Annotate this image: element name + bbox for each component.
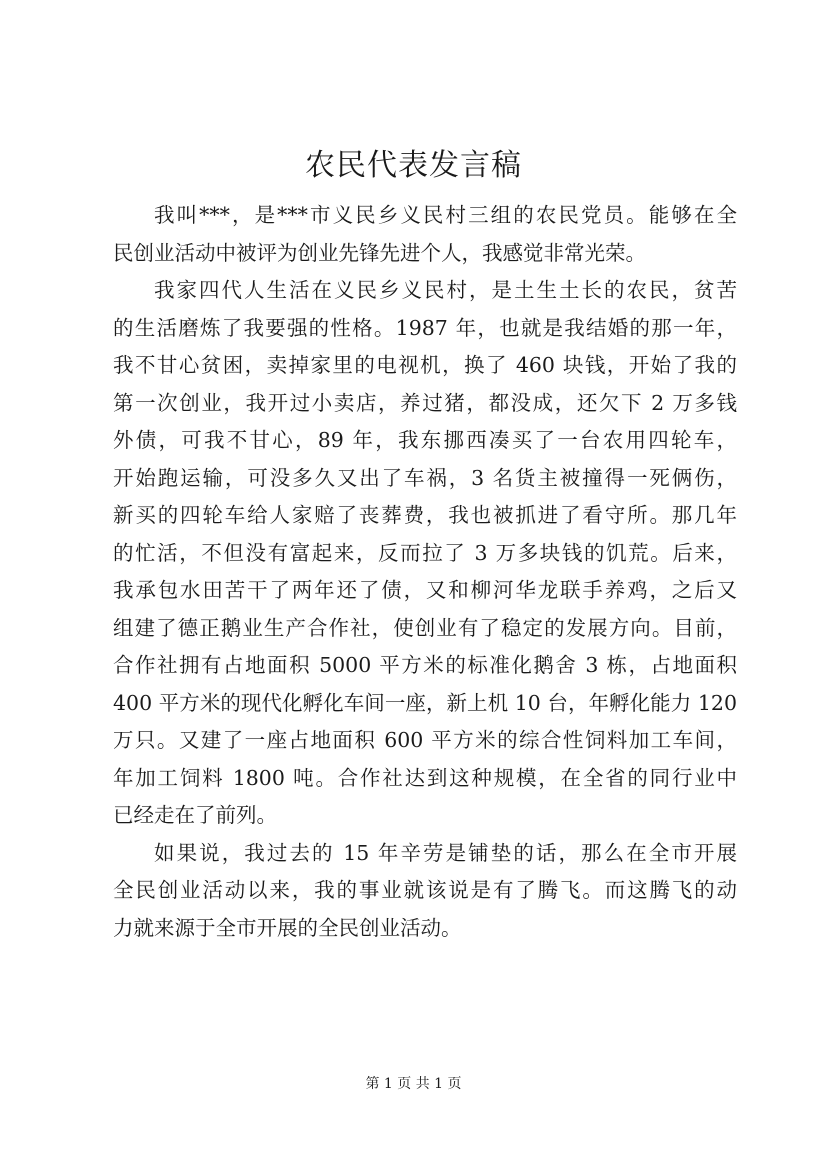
paragraph-2-line-6: 开始跑运输，可没多久又出了车祸，3 名货主被撞得一死俩伤， — [113, 465, 737, 490]
paragraph-3-line-3: 力就来源于全市开展的全民创业活动。 — [113, 915, 462, 940]
paragraph-3-line-2: 全民创业活动以来，我的事业就该说是有了腾飞。而这腾飞的动 — [113, 878, 737, 902]
paragraph-2-line-1: 我家四代人生活在义民乡义民村，是土生土长的农民，贫苦 — [154, 278, 737, 302]
document-body — [113, 197, 737, 947]
paragraph-2-line-5: 外债，可我不甘心，89 年，我东挪西凑买了一台农用四轮车， — [113, 428, 737, 452]
paragraph-2-line-14: 年加工饲料 1800 吨。合作社达到这种规模，在全省的同行业中 — [113, 765, 737, 790]
paragraph-2-line-8: 的忙活，不但没有富起来，反而拉了 3 万多块钱的饥荒。后来， — [113, 540, 737, 565]
paragraph-2-line-7: 新买的四轮车给人家赔了丧葬费，我也被抓进了看守所。那几年 — [113, 503, 737, 527]
paragraph-2-line-11: 合作社拥有占地面积 5000 平方米的标准化鹅舍 3 栋，占地面积 — [113, 653, 737, 677]
paragraph-2-line-3: 我不甘心贫困，卖掉家里的电视机，换了 460 块钱，开始了我的 — [113, 353, 737, 377]
document-title: 农民代表发言稿 — [305, 148, 522, 183]
paragraph-2-line-4: 第一次创业，我开过小卖店，养过猪，都没成，还欠下 2 万多钱 — [113, 390, 737, 415]
paragraph-3-line-1: 如果说，我过去的 15 年辛劳是铺垫的话，那么在全市开展 — [154, 840, 737, 865]
paragraph-2-line-2: 的生活磨炼了我要强的性格。1987 年，也就是我结婚的那一年， — [113, 315, 737, 340]
paragraph-2-line-12: 400 平方米的现代化孵化车间一座，新上机 10 台，年孵化能力 120 — [113, 690, 737, 715]
page-footer: 第 1 页 共 1 页 — [365, 1076, 462, 1092]
paragraph-2-line-13: 万只。又建了一座占地面积 600 平方米的综合性饲料加工车间， — [113, 728, 737, 752]
paragraph-2-line-9: 我承包水田苦干了两年还了债，又和柳河华龙联手养鸡，之后又 — [113, 578, 737, 602]
paragraph-2-line-15: 已经走在了前列。 — [113, 803, 277, 827]
paragraph-1-line-1: 我叫***，是***市义民乡义民村三组的农民党员。能够在全 — [154, 203, 737, 227]
paragraph-2-line-10: 组建了德正鹅业生产合作社，使创业有了稳定的发展方向。目前， — [113, 615, 737, 640]
paragraph-1-line-2: 民创业活动中被评为创业先锋先进个人，我感觉非常光荣。 — [113, 240, 646, 265]
